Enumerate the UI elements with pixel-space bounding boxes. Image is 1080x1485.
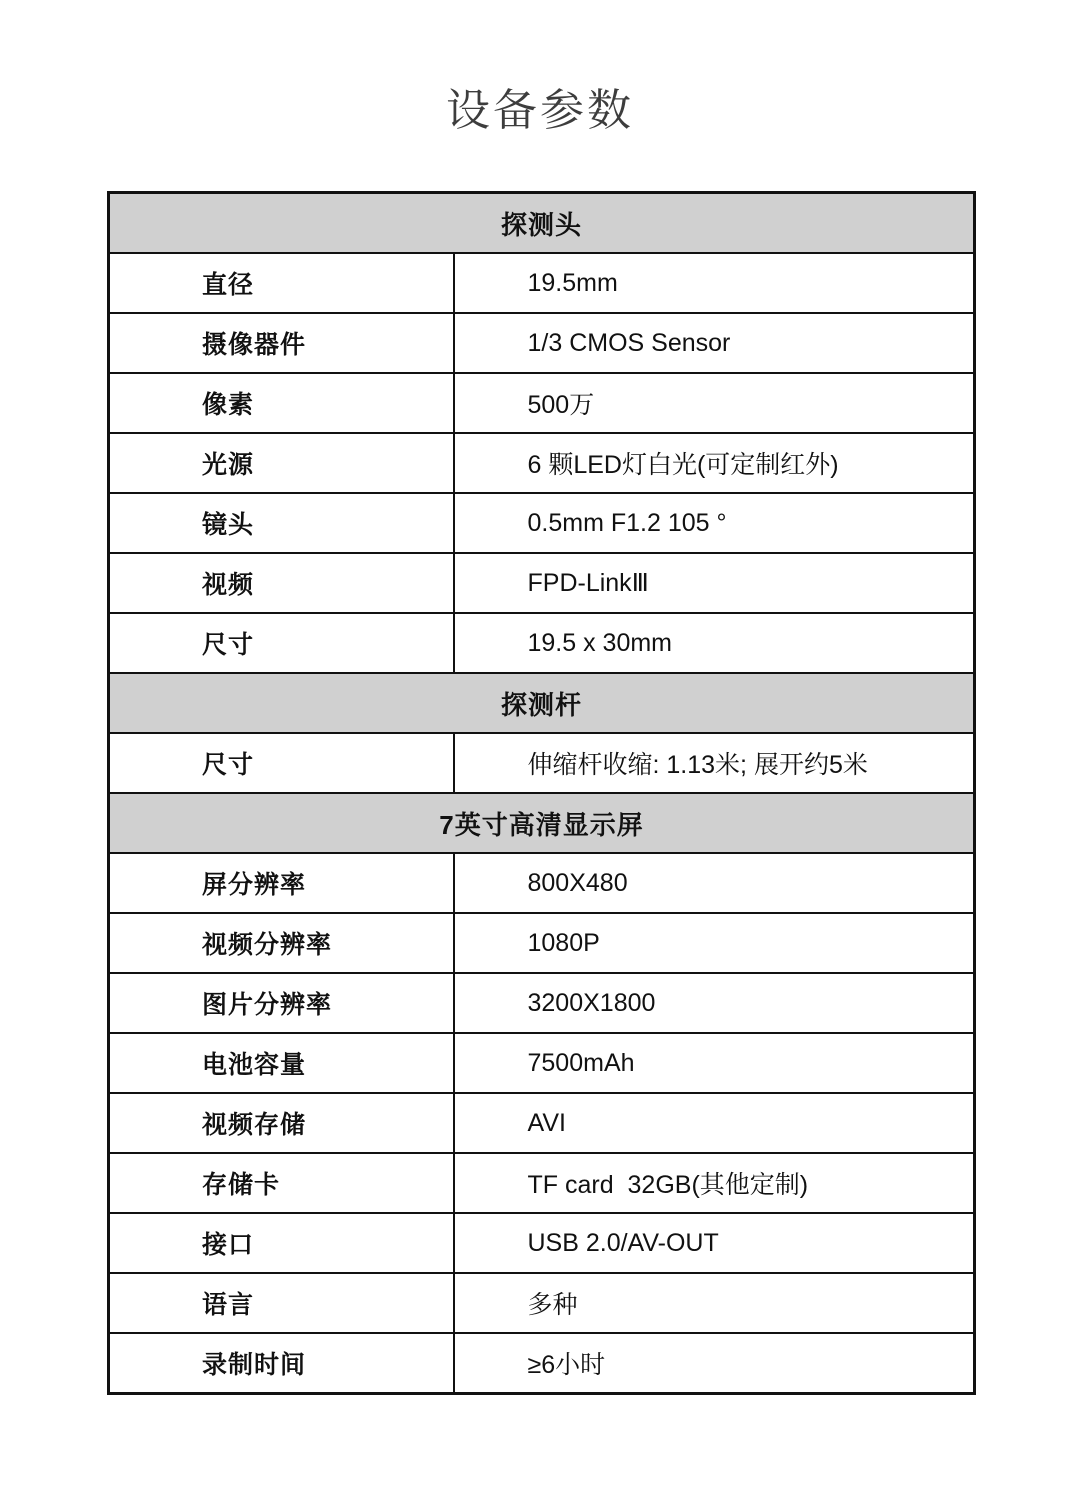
spec-label: 尺寸 [109,613,454,673]
spec-value: ≥6小时 [454,1333,975,1394]
section-header-display: 7英寸高清显示屏 [109,793,975,853]
table-row [109,553,975,613]
spec-label: 像素 [109,373,454,433]
spec-value: 19.5 x 30mm [454,613,975,673]
spec-label: 镜头 [109,493,454,553]
page-title: 设备参数 [446,86,634,135]
spec-value: 6 颗LED灯白光(可定制红外) [454,433,975,493]
table-row [109,373,975,433]
spec-value: 3200X1800 [454,973,975,1033]
spec-label: 接口 [109,1213,454,1273]
table-row [109,1333,975,1394]
spec-label: 存储卡 [109,1153,454,1213]
table-row [109,433,975,493]
spec-label: 屏分辨率 [109,853,454,913]
table-row [109,1213,975,1273]
spec-label: 摄像器件 [109,313,454,373]
spec-value: 伸缩杆收缩: 1.13米; 展开约5米 [454,733,975,793]
table-row [109,1153,975,1213]
table-row [109,913,975,973]
spec-value: AVI [454,1093,975,1153]
table-row [109,253,975,313]
table-row [109,853,975,913]
spec-label: 语言 [109,1273,454,1333]
spec-value: 多种 [454,1273,975,1333]
table-row [109,733,975,793]
table-row [109,973,975,1033]
spec-value: 1/3 CMOS Sensor [454,313,975,373]
section-header-probe-rod: 探测杆 [109,673,975,733]
spec-value: TF card 32GB(其他定制) [454,1153,975,1213]
spec-value: FPD-LinkⅢ [454,553,975,613]
section-header-row [109,673,975,733]
section-header-row [109,793,975,853]
spec-label: 光源 [109,433,454,493]
spec-value: 800X480 [454,853,975,913]
table-row [109,1033,975,1093]
section-header-probe-head: 探测头 [109,193,975,254]
spec-value: 7500mAh [454,1033,975,1093]
table-row [109,613,975,673]
device-spec-table [107,191,976,1395]
spec-value: 0.5mm F1.2 105 ° [454,493,975,553]
table-row [109,493,975,553]
spec-label: 图片分辨率 [109,973,454,1033]
table-row [109,1093,975,1153]
spec-label: 直径 [109,253,454,313]
table-row [109,313,975,373]
spec-value: 1080P [454,913,975,973]
spec-value: USB 2.0/AV-OUT [454,1213,975,1273]
spec-label: 录制时间 [109,1333,454,1394]
spec-label: 视频分辨率 [109,913,454,973]
spec-label: 尺寸 [109,733,454,793]
spec-label: 电池容量 [109,1033,454,1093]
spec-label: 视频 [109,553,454,613]
spec-label: 视频存储 [109,1093,454,1153]
spec-value: 500万 [454,373,975,433]
spec-value: 19.5mm [454,253,975,313]
section-header-row [109,193,975,254]
table-row [109,1273,975,1333]
